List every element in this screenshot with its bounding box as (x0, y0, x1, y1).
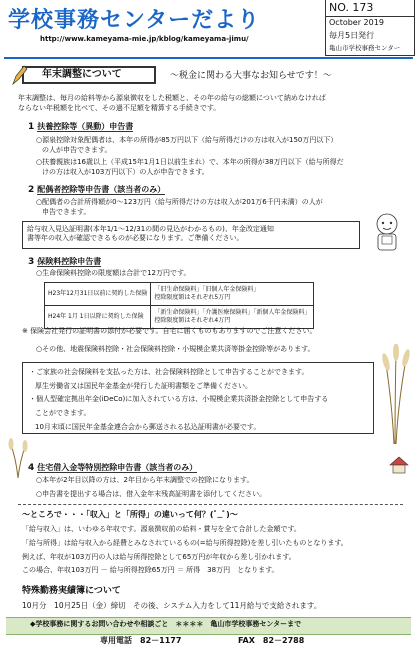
pencil-icon (10, 64, 28, 86)
s4-line-2: ○申告書を提出する場合は、借入金年末残高証明書を添付してください。 (36, 490, 267, 498)
mascot-illustration (364, 210, 410, 254)
s2-line-2: 申告できます。 (42, 208, 91, 216)
s3-box-line-4: ことができます。 (35, 408, 91, 417)
grass-decoration-left (6, 438, 30, 478)
s1-line-1: ○源泉控除対象配偶者は、本年の所得が85万円以下（給与所得だけの方は収入が150万円以下） (36, 136, 338, 144)
section-2-heading: 2 配偶者控除等申告書（該当者のみ） (28, 185, 166, 195)
s2-note-box (22, 221, 360, 249)
section-title-box (22, 66, 156, 84)
footer-phone: 専用電話 82－1177 (100, 636, 182, 645)
s4-line-1: ○本年が2年目以降の方は、2年目から年末調整での控除になります。 (36, 476, 254, 484)
s3-info-box (22, 362, 374, 434)
section-subtitle: ～税金に関わる大事なお知らせです！～ (170, 71, 332, 81)
issue-info-box (325, 0, 415, 56)
publisher: 亀山市学校事務センター (329, 43, 401, 52)
intro-line-1: 年末調整は、毎月の給料等から源泉徴収をした税額と、その年の給与の総額について納めなければ (18, 94, 326, 102)
income-line-3: 例えば、年収が103万円の人は給与所得控除として65万円が年収から差し引かれます。 (22, 553, 296, 561)
table-cell-date: H24年 1月 1日以降に契約した保険 (45, 306, 151, 329)
s3-box-line-5: 10月末頃に国民年金基金連合会から郵送される払込証明書が必要です。 (35, 422, 261, 431)
section-1-heading: 1 扶養控除等（異動）申告書 (28, 122, 134, 132)
income-line-4: この場合、年収103万円 － 給与所得控除65万円 ＝ 所得 38万円 となります。 (22, 566, 279, 574)
s1-line-3: ○扶養親族は16歳以上（平成15年1月1日以前生まれ）で、本年の所得が38万円以下（給与所得だ (36, 158, 344, 166)
table-row (45, 283, 314, 306)
footer-contact: ◆学校事務に関するお問い合わせや相談ごと ＊＊＊＊ 亀山市学校事務センターまで (30, 620, 302, 628)
section-4-heading: 4 住宅借入金等特別控除申告書（該当者のみ） (28, 463, 198, 473)
special-duty-line: 10月分 10月25日（金）締切 その後、システム入力をして11月給与で支給されます。 (22, 601, 322, 610)
s3-box-line-3: ・個人型確定拠出年金(iDeCo)に加入されている方は、小規模企業共済掛金控除として申告する (29, 395, 329, 404)
s3-line-1: ○生命保険料控除の限度額は合計で12万円です。 (36, 269, 191, 277)
s1-line-4: けの方は収入が103万円以下）の人が申告できます。 (42, 168, 209, 176)
dashed-separator (18, 504, 403, 505)
insurance-deduction-table (44, 282, 314, 329)
pampas-grass-illustration (376, 344, 414, 444)
s3-box-line-1: ・ご家族の社会保険料を支払った方は、社会保険料控除として申告することができます。 (29, 368, 309, 376)
issue-number: NO. 173 (326, 0, 414, 17)
s2-line-1: ○配偶者の合計所得額が0～123万円（給与所得だけの方は収入が201万6千円未満）の人が (36, 198, 323, 206)
s3-box-line-2: 厚生労働省又は国民年金基金が発行した証明書類をご準備ください。 (35, 381, 252, 390)
table-cell-date: H23年12月31日以前に契約した保険 (45, 283, 151, 306)
issue-date: October 2019 (329, 18, 384, 27)
s3-line-2: ○その他、地震保険料控除・社会保険料控除・小規模企業共済等掛金控除等があります。 (36, 345, 315, 353)
table-cell-text: 「新生命保険料」「介護医療保険料」「新個人年金保険料」 控除限度額はそれぞれ4万円 (151, 306, 314, 329)
income-line-1: 「給与収入」は、いわゆる年収です。源泉徴収前の給料・賞与を全て合計した金額です。 (22, 525, 301, 533)
s2-note-2: 書等年の収入が確認できるものが必要になります。ご準備ください。 (27, 234, 244, 243)
section-3-heading: 3 保険料控除申告書 (28, 257, 102, 267)
issue-frequency: 毎月5日発行 (329, 30, 375, 40)
header-divider (4, 57, 413, 59)
table-row (45, 306, 314, 329)
newsletter-title: 学校事務センターだより (8, 8, 261, 33)
s2-note-1: 給与収入見込証明書(本年1/1～12/31の間の見込がわかるもの)、年金改定通知 (27, 225, 274, 233)
s3-note: ※ 保険会社発行の証明書の添付が必要です。自宅に届くものもありますのでご注意ください。 (22, 327, 317, 335)
income-difference-heading: ～ところで・・・「収入」と「所得」の違いって何？(ﾟ_ﾟ)～ (22, 510, 238, 519)
s1-line-2: の人が申告できます。 (42, 146, 112, 154)
header-url[interactable]: http://www.kameyama-mie.jp/kblog/kameyama-jimu/ (40, 35, 249, 43)
house-icon (388, 455, 410, 475)
intro-line-2: ならない年税額を比べて、その過不足額を精算する手続きです。 (18, 104, 221, 112)
income-line-2: 「給与所得」は給与収入から経費とみなされているもの(=給与所得控除)を差し引いたものとなります。 (22, 539, 348, 547)
special-duty-heading: 特殊勤務実績簿について (22, 586, 121, 596)
table-cell-text: 「旧生命保険料」「旧個人年金保険料」 控除限度額はそれぞれ5万円 (151, 283, 314, 306)
section-title: 年末調整について (42, 69, 122, 81)
footer-fax: FAX 82－2788 (238, 636, 305, 645)
